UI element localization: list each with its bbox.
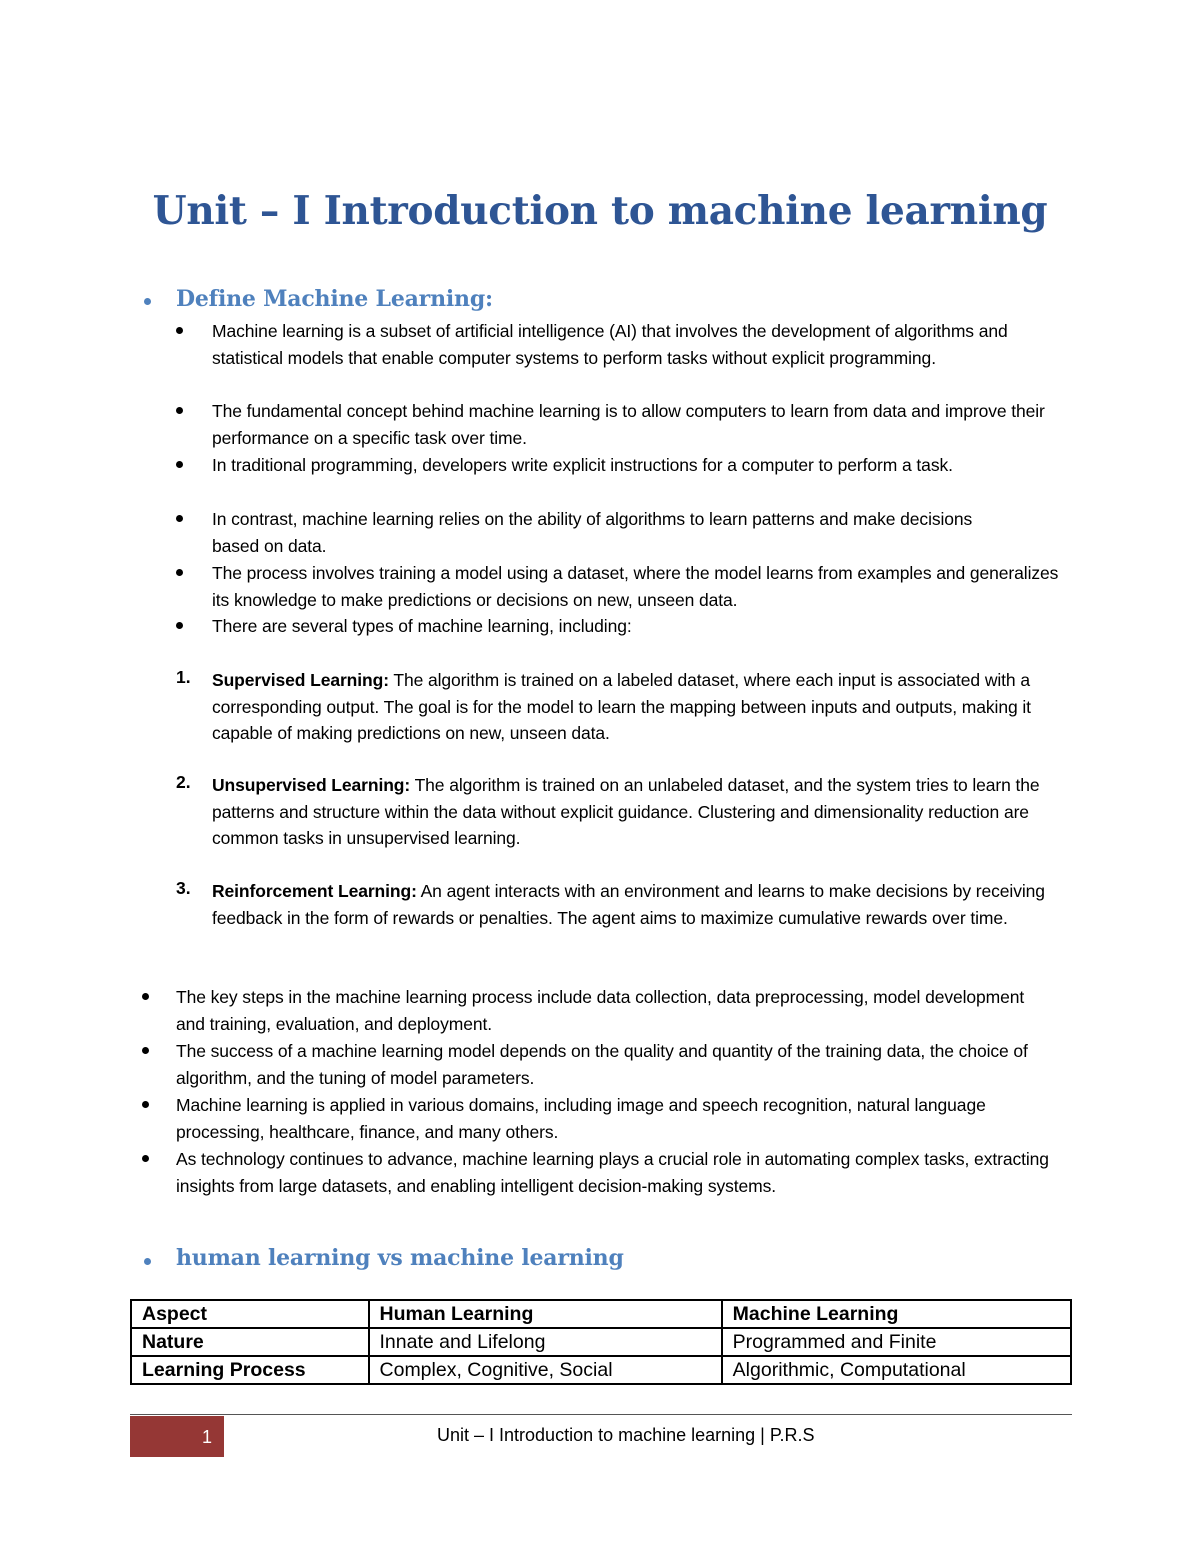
term-description: An agent interacts with an environment and learns to make decisions by receiving feedback in the form of rewards or penalties. The agent aims to maximize cumulative rewards over time. [212, 881, 1045, 928]
table-cell: Learning Process [131, 1356, 369, 1384]
table-header-row [131, 1300, 1071, 1328]
list-item: Machine learning is applied in various domains, including image and speech recognition, natural language processing, healthcare, finance, and many others. [176, 1095, 986, 1142]
list-item: There are several types of machine learning, including: [212, 616, 632, 636]
bullet-icon [142, 1155, 149, 1162]
heading-bullet-icon [144, 298, 151, 305]
numbered-item-supervised [212, 667, 1067, 747]
table-cell: Complex, Cognitive, Social [369, 1356, 722, 1384]
bullet-icon [176, 327, 183, 334]
term-label: Unsupervised Learning: [212, 775, 411, 795]
table-row [131, 1356, 1071, 1384]
heading-bullet-icon [144, 1258, 151, 1265]
list-item: The success of a machine learning model depends on the quality and quantity of the training data, the choice of algorithm, and the tuning of model parameters. [176, 1041, 1028, 1088]
table-header-cell: Machine Learning [722, 1300, 1071, 1328]
list-number: 1. [176, 667, 191, 687]
numbered-item-unsupervised [212, 772, 1062, 852]
table-row [131, 1328, 1071, 1356]
comparison-table [130, 1299, 1072, 1385]
list-item: The key steps in the machine learning process include data collection, data preprocessing, model development and training, evaluation, and deployment. [176, 987, 1025, 1034]
bullet-icon [176, 622, 183, 629]
table-cell: Nature [131, 1328, 369, 1356]
footer-divider [130, 1414, 1072, 1415]
list-number: 3. [176, 878, 191, 898]
list-item: Machine learning is a subset of artificial intelligence (AI) that involves the development of algorithms and statistical models that enable computer systems to perform tasks without explicit programming. [212, 321, 1008, 368]
table-cell: Programmed and Finite [722, 1328, 1071, 1356]
term-description: The algorithm is trained on a labeled dataset, where each input is associated with a corresponding output. The goal is for the model to learn the mapping between inputs and outputs, making it capable of making predictions on new, unseen data. [212, 670, 1031, 743]
bullet-icon [176, 461, 183, 468]
term-label: Reinforcement Learning: [212, 881, 417, 901]
section-heading-define-ml: Define Machine Learning: [176, 286, 493, 312]
term-description: The algorithm is trained on an unlabeled dataset, and the system tries to learn the patterns and structure within the data without explicit guidance. Clustering and dimensionality reduction are common tasks in unsupervised learning. [212, 775, 1040, 848]
list-number: 2. [176, 772, 191, 792]
bullet-icon [176, 515, 183, 522]
page-number: 1 [201, 1427, 212, 1447]
section-heading-human-vs-machine: human learning vs machine learning [176, 1245, 624, 1271]
term-label: Supervised Learning: [212, 670, 389, 690]
list-item: In traditional programming, developers write explicit instructions for a computer to perform a task. [212, 455, 953, 475]
list-item: The process involves training a model using a dataset, where the model learns from examples and generalizes its knowledge to make predictions or decisions on new, unseen data. [212, 563, 1059, 610]
bullet-icon [176, 407, 183, 414]
bullet-icon [142, 993, 149, 1000]
table-cell: Algorithmic, Computational [722, 1356, 1071, 1384]
table-header-cell: Aspect [131, 1300, 369, 1328]
bullet-icon [142, 1101, 149, 1108]
bullet-icon [142, 1047, 149, 1054]
document-title: Unit – I Introduction to machine learning [152, 188, 1048, 234]
table-cell: Innate and Lifelong [369, 1328, 722, 1356]
table-header-cell: Human Learning [369, 1300, 722, 1328]
list-item: The fundamental concept behind machine learning is to allow computers to learn from data and improve their performance on a specific task over time. [212, 401, 1045, 448]
footer-text: Unit – I Introduction to machine learning | P.R.S [437, 1425, 815, 1445]
list-item: In contrast, machine learning relies on the ability of algorithms to learn patterns and make decisions based on data. [212, 509, 973, 556]
numbered-item-reinforcement [212, 878, 1062, 931]
bullet-icon [176, 569, 183, 576]
list-item: As technology continues to advance, machine learning plays a crucial role in automating complex tasks, extracting insights from large datasets, and enabling intelligent decision-making systems. [176, 1149, 1049, 1196]
